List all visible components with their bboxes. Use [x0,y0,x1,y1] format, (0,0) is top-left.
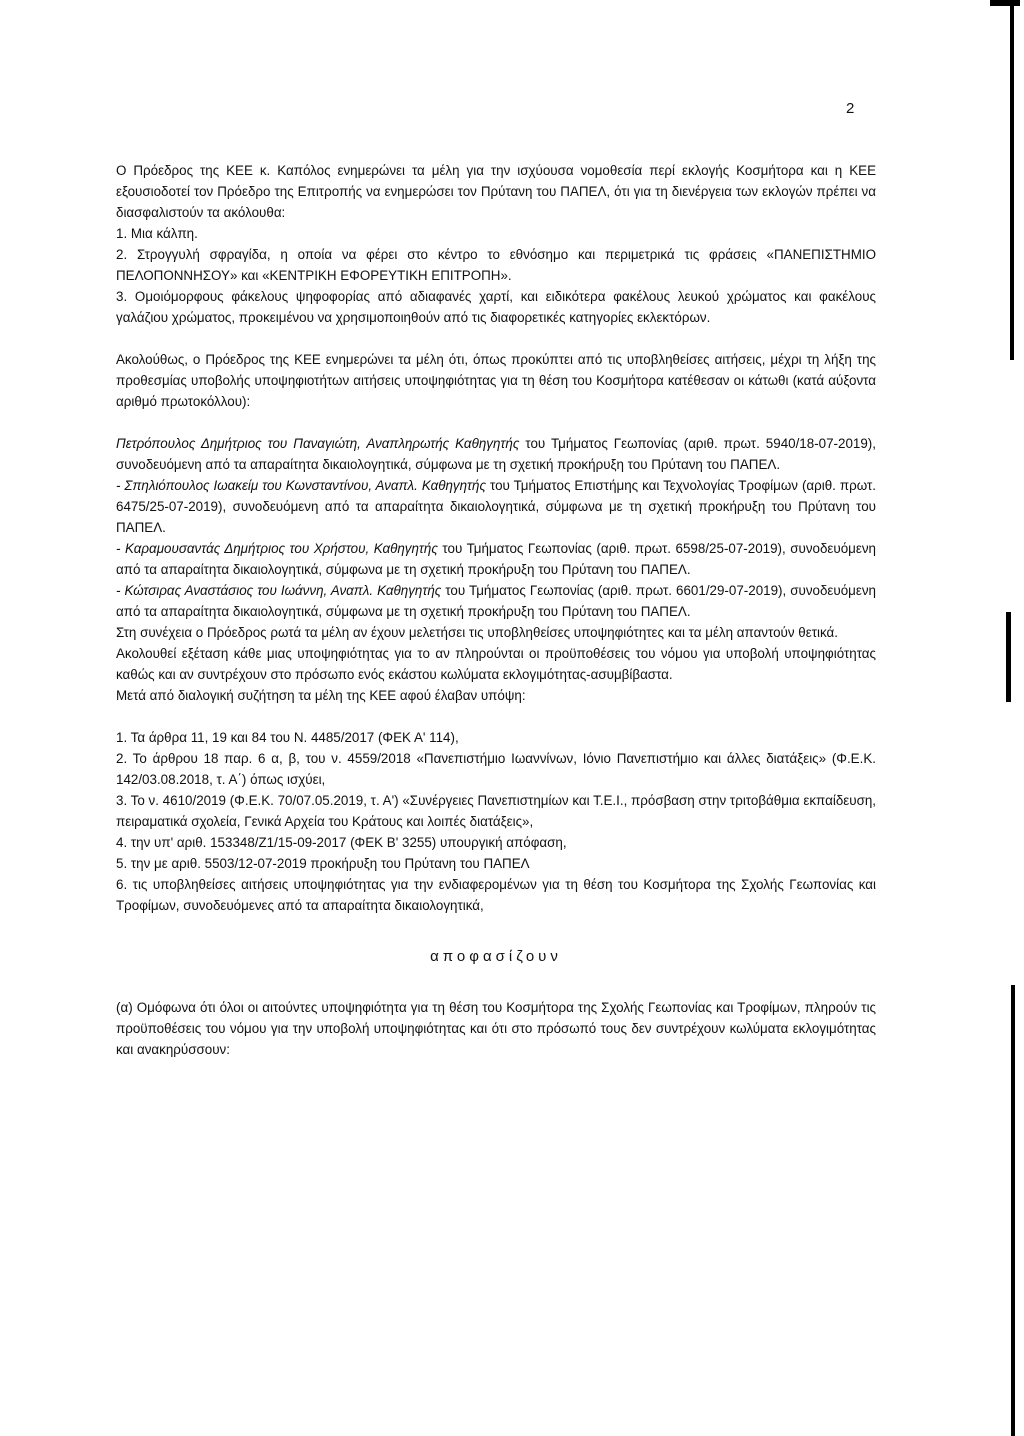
legal-basis-item: 3. Το ν. 4610/2019 (Φ.Ε.Κ. 70/07.05.2019, τ. Α') «Συνέργειες Πανεπιστημίων και Τ.Ε.Ι., πρόσβαση στην τριτοβάθμια εκπαίδευση, πειραματικά σχολεία, Γενικά Αρχεία του Κράτους και λοιπές διατάξεις», [116,793,876,829]
requirement-item: 2. Στρογγυλή σφραγίδα, η οποία να φέρει στο κέντρο το εθνόσημο και περιμετρικά τις φράσεις «ΠΑΝΕΠΙΣΤΗΜΙΟ ΠΕΛΟΠΟΝΝΗΣΟΥ» και «ΚΕΝΤΡΙΚΗ ΕΦΟΡΕΥΤΙΚΗ ΕΠΙΤΡΟΠΗ». [116,247,876,283]
legal-basis-item: 5. την με αριθ. 5503/12-07-2019 προκήρυξη του Πρύτανη του ΠΑΠΕΛ [116,856,530,871]
page-number: 2 [846,100,855,117]
examination-paragraph: Ακολουθεί εξέταση κάθε μιας υποψηφιότητας για το αν πληρούνται οι προϋποθέσεις του νόμου για υποβολή υποψηφιότητας καθώς και αν συντρέχουν στο πρόσωπο ενός εκάστου κωλύματα εκλογιμότητας-ασυμβίβαστα. [116,646,876,682]
candidate-entry [116,580,876,622]
candidate-name: - Σπηλιόπουλος Ιωακείμ του Κωνσταντίνου, Αναπλ. Καθηγητής [116,478,487,493]
legal-basis-item: 1. Τα άρθρα 11, 19 και 84 του Ν. 4485/2017 (ΦΕΚ Α' 114), [116,730,459,745]
candidate-name: - Κώτσιρας Αναστάσιος του Ιωάννη, Αναπλ. Καθηγητής [116,583,442,598]
candidate-details: του Τμήματος Γεωπονίας (αριθ. πρωτ. 6601/29-07-2019), συνοδευόμενη από τα απαραίτητα δικαιολογητικά, σύμφωνα με τη σχετική προκήρυξη του Πρύτανη του ΠΑΠΕΛ. [116,583,876,619]
legal-basis-item: 4. την υπ' αριθ. 153348/Ζ1/15-09-2017 (ΦΕΚ Β' 3255) υπουργική απόφαση, [116,835,567,850]
intro-paragraph: Ο Πρόεδρος της ΚΕΕ κ. Καπόλος ενημερώνει τα μέλη για την ισχύουσα νομοθεσία περί εκλογής Κοσμήτορα και η ΚΕΕ εξουσιοδοτεί τον Πρόεδρο της Επιτροπής να ενημερώσει τον Πρύτανη του ΠΑΠΕΛ, ότι για τη διενέργεια των εκλογών πρέπει να διασφαλιστούν τα ακόλουθα: [116,163,876,220]
candidates-intro-paragraph: Ακολούθως, ο Πρόεδρος της ΚΕΕ ενημερώνει τα μέλη ότι, όπως προκύπτει από τις υποβληθείσες αιτήσεις, μέχρι τη λήξη της προθεσμίας υποβολής υποψηφιοτήτων αιτήσεις υποψηφιότητας για τη θέση του Κοσμήτορα κατέθεσαν οι κάτωθι (κατά αύξοντα αριθμό πρωτοκόλλου): [116,352,876,409]
legal-basis-item: 6. τις υποβληθείσες αιτήσεις υποψηφιότητας για την ενδιαφερομένων για τη θέση του Κοσμήτορα της Σχολής Γεωπονίας και Τροφίμων, συνοδευόμενες από τα απαραίτητα δικαιολογητικά, [116,877,876,913]
document-body [116,160,876,1060]
scan-edge-right-upper [1010,0,1014,360]
candidate-name: - Καραμουσαντάς Δημήτριος του Χρήστου, Καθηγητής [116,541,438,556]
review-paragraph: Στη συνέχεια ο Πρόεδρος ρωτά τα μέλη αν έχουν μελετήσει τις υποβληθείσες υποψηφιότητες και τα μέλη απαντούν θετικά. [116,625,838,640]
candidate-details: του Τμήματος Επιστήμης και Τεχνολογίας Τροφίμων (αριθ. πρωτ. 6475/25-07-2019), συνοδευόμενη από τα απαραίτητα δικαιολογητικά, σύμφωνα με τη σχετική προκήρυξη του Πρύτανη του ΠΑΠΕΛ. [116,478,876,535]
discussion-paragraph: Μετά από διαλογική συζήτηση τα μέλη της ΚΕΕ αφού έλαβαν υπόψη: [116,688,526,703]
candidate-entry [116,475,876,538]
candidate-entry [116,538,876,580]
candidate-details: του Τμήματος Γεωπονίας (αριθ. πρωτ. 5940/18-07-2019), συνοδευόμενη από τα απαραίτητα δικαιολογητικά, σύμφωνα με τη σχετική προκήρυξη του Πρύτανη του ΠΑΠΕΛ. [116,436,876,472]
candidate-name: Πετρόπουλος Δημήτριος του Παναγιώτη, Αναπληρωτής Καθηγητής [116,436,520,451]
candidate-details: του Τμήματος Γεωπονίας (αριθ. πρωτ. 6598/25-07-2019), συνοδευόμενη από τα απαραίτητα δικαιολογητικά, σύμφωνα με τη σχετική προκήρυξη του Πρύτανη του ΠΑΠΕΛ. [116,541,876,577]
decision-heading: αποφασίζουν [430,948,562,965]
candidate-entry [116,433,876,475]
decision-a-paragraph: (α) Ομόφωνα ότι όλοι οι αιτούντες υποψηφιότητα για τη θέση του Κοσμήτορα της Σχολής Γεωπονίας και Τροφίμων, πληρούν τις προϋποθέσεις του νόμου για την υποβολή υποψηφιότητας και ότι στο πρόσωπό τους δεν συντρέχουν κωλύματα εκλογιμότητας και ανακηρύσσουν: [116,1000,876,1057]
scan-edge-right-lower [1011,985,1015,1436]
requirement-item: 3. Ομοιόμορφους φάκελους ψηφοφορίας από αδιαφανές χαρτί, και ειδικότερα φακέλους λευκού χρώματος και φακέλους γαλάζιου χρώματος, προκειμένου να χρησιμοποιηθούν από τις διαφορετικές κατηγορίες εκλεκτόρων. [116,289,876,325]
legal-basis-item: 2. Το άρθρου 18 παρ. 6 α, β, του ν. 4559/2018 «Πανεπιστήμιο Ιωαννίνων, Ιόνιο Πανεπιστήμιο και άλλες διατάξεις» (Φ.Ε.Κ. 142/03.08.2018, τ. Α΄) όπως ισχύει, [116,751,876,787]
requirement-item: 1. Μια κάλπη. [116,226,198,241]
scan-edge-top [990,0,1020,6]
scan-edge-right-mark [1006,612,1011,702]
